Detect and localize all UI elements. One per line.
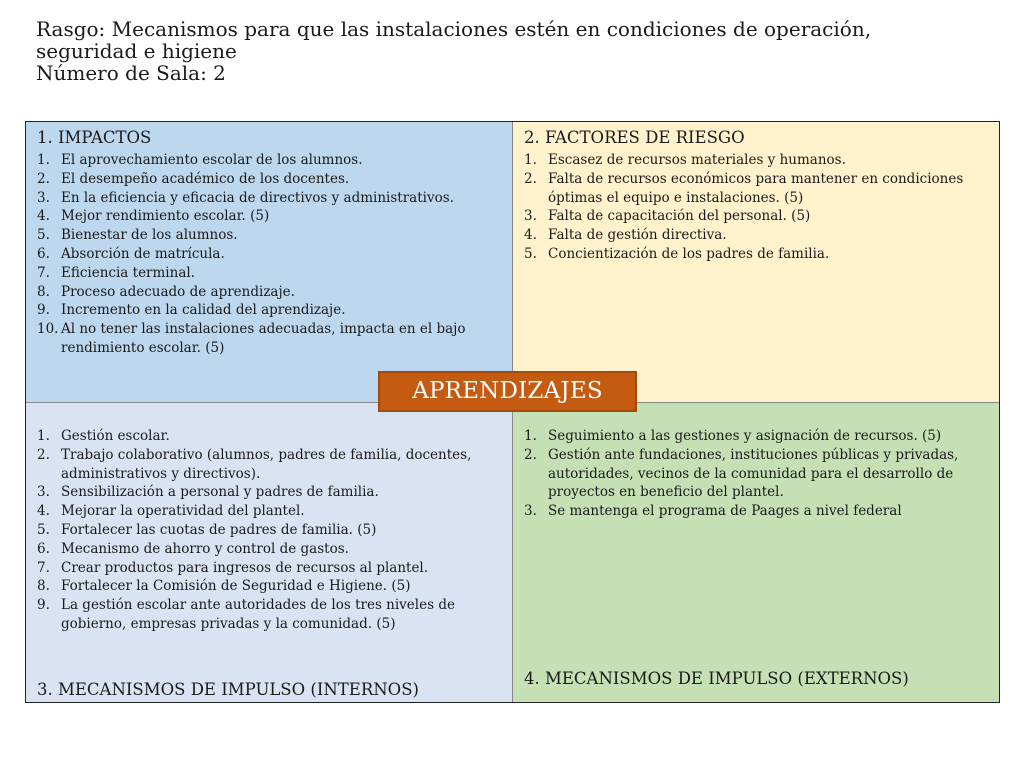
list-item bbox=[524, 446, 982, 502]
list-item-number: 5. bbox=[37, 227, 50, 244]
list-item-text: Gestión ante fundaciones, instituciones públicas y privadas, autoridades, vecinos de la comunidad para el desarrollo de proyectos en beneficio del plantel. bbox=[548, 446, 959, 501]
list-item-text: Incremento en la calidad del aprendizaje. bbox=[61, 302, 346, 319]
list-item bbox=[37, 577, 495, 596]
list-item-text: Trabajo colaborativo (alumnos, padres de familia, docentes, administrativos y directivos). bbox=[61, 446, 472, 482]
quadrant-factores-de-riesgo bbox=[513, 122, 999, 403]
list-item-number: 2. bbox=[524, 170, 537, 187]
list-item-number: 6. bbox=[37, 245, 50, 262]
list-item-number: 7. bbox=[37, 559, 50, 576]
list-item-text: Falta de capacitación del personal. (5) bbox=[548, 208, 811, 225]
list-item-number: 9. bbox=[37, 597, 50, 614]
list-item bbox=[37, 170, 495, 189]
list-item-text: Absorción de matrícula. bbox=[61, 245, 225, 262]
list-item-text: Se mantenga el programa de Paages a nivel federal bbox=[548, 503, 902, 520]
list-item-number: 1. bbox=[37, 152, 50, 168]
list-item-number: 2. bbox=[524, 446, 537, 463]
list-item-text: Mejorar la operatividad del plantel. bbox=[61, 503, 305, 520]
list-item-text: Fortalecer las cuotas de padres de familia. (5) bbox=[61, 521, 377, 538]
list-item-number: 6. bbox=[37, 540, 50, 557]
list-item bbox=[524, 207, 982, 226]
list-item-text: Falta de recursos económicos para mantener en condiciones óptimas el equipo e instalaciones. (5) bbox=[548, 170, 964, 206]
aprendizajes-badge: APRENDIZAJES bbox=[378, 371, 637, 412]
list-item bbox=[37, 245, 495, 264]
list-item-number: 5. bbox=[524, 245, 537, 262]
list-item-text: Eficiencia terminal. bbox=[61, 264, 195, 281]
list-item-text: Mejor rendimiento escolar. (5) bbox=[61, 208, 270, 225]
list-item bbox=[37, 502, 495, 521]
list-item bbox=[37, 264, 495, 283]
header-line-2: seguridad e higiene bbox=[36, 39, 237, 63]
list-item bbox=[37, 283, 495, 302]
list-item bbox=[37, 521, 495, 540]
list-item-number: 3. bbox=[37, 189, 50, 206]
list-item bbox=[524, 245, 982, 264]
list-item bbox=[37, 226, 495, 245]
list-item-text: Crear productos para ingresos de recursos al plantel. bbox=[61, 559, 429, 576]
list-item bbox=[37, 301, 495, 320]
quadrant-title: 1. IMPACTOS bbox=[37, 128, 152, 147]
list-item-text: Proceso adecuado de aprendizaje. bbox=[61, 283, 295, 300]
list-item-text: Escasez de recursos materiales y humanos. bbox=[548, 152, 846, 168]
list-item-text: Seguimiento a las gestiones y asignación de recursos. (5) bbox=[548, 428, 942, 444]
list-item-number: 3. bbox=[524, 208, 537, 225]
header-line-3: Número de Sala: 2 bbox=[36, 61, 226, 85]
list-item bbox=[37, 446, 495, 484]
list-item-number: 8. bbox=[37, 283, 50, 300]
list-item-number: 7. bbox=[37, 264, 50, 281]
list-item bbox=[37, 427, 495, 446]
list-item-number: 3. bbox=[524, 503, 537, 520]
list-item-text: La gestión escolar ante autoridades de los tres niveles de gobierno, empresas privadas y la comunidad. (5) bbox=[61, 597, 455, 632]
list-item-number: 1. bbox=[524, 152, 537, 168]
quadrant-title: 2. FACTORES DE RIESGO bbox=[524, 128, 745, 147]
list-item-number: 2. bbox=[37, 170, 50, 187]
list-item-number: 9. bbox=[37, 302, 50, 319]
quadrant-title: 3. MECANISMOS DE IMPULSO (INTERNOS) bbox=[37, 680, 419, 699]
list-item-text: Al no tener las instalaciones adecuadas, impacta en el bajo rendimiento escolar. (5) bbox=[61, 321, 466, 356]
list-item bbox=[37, 151, 495, 170]
list-item bbox=[37, 596, 495, 634]
list-item-text: El aprovechamiento escolar de los alumnos. bbox=[61, 152, 363, 168]
list-item bbox=[524, 427, 982, 446]
list-item-text: Bienestar de los alumnos. bbox=[61, 227, 238, 244]
quadrant-grid bbox=[25, 121, 1000, 703]
list-item-number: 10. bbox=[37, 321, 59, 338]
list-item-number: 1. bbox=[37, 428, 50, 444]
list-item-number: 4. bbox=[37, 208, 50, 225]
list-item-text: Mecanismo de ahorro y control de gastos. bbox=[61, 540, 349, 557]
list-item bbox=[524, 502, 982, 521]
list-item bbox=[524, 151, 982, 170]
slide-header bbox=[36, 18, 986, 84]
list-item-text: Fortalecer la Comisión de Seguridad e Higiene. (5) bbox=[61, 578, 411, 595]
list-item-number: 5. bbox=[37, 521, 50, 538]
list-item bbox=[524, 170, 982, 208]
list-item-number: 1. bbox=[524, 428, 537, 444]
header-line-1: Rasgo: Mecanismos para que las instalaciones estén en condiciones de operación, bbox=[36, 17, 872, 41]
list-item bbox=[37, 207, 495, 226]
list-item-number: 8. bbox=[37, 578, 50, 595]
quadrant-impactos bbox=[26, 122, 513, 403]
list-item-text: Sensibilización a personal y padres de familia. bbox=[61, 484, 379, 501]
factores-list bbox=[524, 151, 982, 264]
impactos-list bbox=[37, 151, 495, 358]
list-item-text: Falta de gestión directiva. bbox=[548, 227, 727, 244]
list-item-number: 3. bbox=[37, 484, 50, 501]
list-item bbox=[524, 226, 982, 245]
externos-list bbox=[524, 427, 982, 521]
list-item-text: Gestión escolar. bbox=[61, 428, 170, 444]
list-item-text: Concientización de los padres de familia. bbox=[548, 245, 830, 262]
list-item bbox=[37, 189, 495, 208]
quadrant-mecanismos-externos bbox=[513, 403, 999, 702]
list-item bbox=[37, 559, 495, 578]
list-item-number: 4. bbox=[37, 503, 50, 520]
list-item-number: 4. bbox=[524, 227, 537, 244]
list-item-text: El desempeño académico de los docentes. bbox=[61, 170, 350, 187]
list-item bbox=[37, 483, 495, 502]
internos-list bbox=[37, 427, 495, 634]
list-item bbox=[37, 320, 495, 358]
list-item-text: En la eficiencia y eficacia de directivos y administrativos. bbox=[61, 189, 454, 206]
quadrant-title: 4. MECANISMOS DE IMPULSO (EXTERNOS) bbox=[524, 669, 909, 688]
list-item bbox=[37, 540, 495, 559]
list-item-number: 2. bbox=[37, 446, 50, 463]
quadrant-mecanismos-internos bbox=[26, 403, 513, 702]
